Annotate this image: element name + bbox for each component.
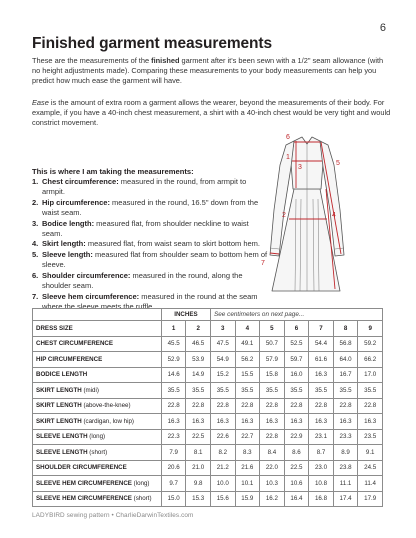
table-cell: 8.7 — [309, 445, 334, 461]
table-cell: 52.9 — [161, 352, 186, 368]
table-row — [33, 352, 383, 368]
table-cell: 23.8 — [333, 460, 358, 476]
units-label: INCHES — [161, 309, 210, 321]
table-cell: 16.3 — [309, 367, 334, 383]
measurement-term: Bodice length: — [42, 218, 95, 228]
measurement-term: Sleeve hem circumference: — [42, 291, 140, 301]
table-cell: 16.0 — [284, 367, 309, 383]
table-cell: 57.9 — [260, 352, 285, 368]
table-cell: 16.3 — [333, 414, 358, 430]
row-label-main: SKIRT LENGTH — [36, 402, 82, 410]
table-cell: 22.8 — [333, 398, 358, 414]
table-cell: 22.8 — [235, 398, 260, 414]
table-cell: 9.8 — [186, 476, 211, 492]
page-footer: LADYBIRD sewing pattern • CharlieDarwinTextiles.com — [32, 512, 194, 519]
table-cell: 10.3 — [260, 476, 285, 492]
table-cell: 8.9 — [333, 445, 358, 461]
table-cell: 45.5 — [161, 336, 186, 352]
measurement-number: 2. — [32, 197, 39, 207]
table-cell: 22.3 — [161, 429, 186, 445]
table-cell: 22.9 — [284, 429, 309, 445]
measurement-list — [32, 177, 270, 312]
table-cell: 10.0 — [210, 476, 235, 492]
table-cell: 15.6 — [210, 491, 235, 507]
row-label — [33, 460, 162, 476]
marker-6-label: 6 — [286, 134, 290, 141]
table-cell: 17.0 — [358, 367, 383, 383]
table-cell: 35.5 — [284, 383, 309, 399]
row-label — [33, 445, 162, 461]
table-cell: 20.6 — [161, 460, 186, 476]
size-header-cell: 3 — [210, 321, 235, 337]
row-label — [33, 476, 162, 492]
row-label — [33, 429, 162, 445]
table-cell: 22.0 — [260, 460, 285, 476]
table-cell: 16.8 — [309, 491, 334, 507]
table-cell: 22.8 — [309, 398, 334, 414]
table-cell: 47.5 — [210, 336, 235, 352]
size-header-cell: 2 — [186, 321, 211, 337]
table-cell: 15.3 — [186, 491, 211, 507]
row-label — [33, 367, 162, 383]
table-cell: 8.6 — [284, 445, 309, 461]
table-row — [33, 383, 383, 399]
table-row — [33, 367, 383, 383]
table-cell: 35.5 — [309, 383, 334, 399]
measurement-item — [32, 271, 270, 291]
table-cell: 15.8 — [260, 367, 285, 383]
ease-term: Ease — [32, 98, 49, 107]
row-label-suffix: (above-the-knee) — [81, 402, 131, 410]
row-label — [33, 414, 162, 430]
table-cell: 35.5 — [358, 383, 383, 399]
table-cell: 16.3 — [210, 414, 235, 430]
size-header-cell: 4 — [235, 321, 260, 337]
measurement-list-heading: This is where I am taking the measurements: — [32, 167, 194, 176]
measurement-number: 4. — [32, 239, 39, 249]
table-row — [33, 460, 383, 476]
row-label-main: SHOULDER CIRCUMFERENCE — [36, 464, 127, 472]
table-cell: 35.5 — [210, 383, 235, 399]
ease-text: is the amount of extra room a garment allows the wearer, beyond the measurements of their body. For example, if you have a 40-inch chest measurement, a shirt with a 40-inch chest would be very tight and would constrict movement. — [32, 98, 391, 128]
row-label — [33, 491, 162, 507]
row-label — [33, 336, 162, 352]
table-row — [33, 476, 383, 492]
marker-2-label: 2 — [282, 212, 286, 219]
table-cell: 8.2 — [210, 445, 235, 461]
row-label-main: SLEEVE LENGTH — [36, 433, 88, 441]
table-cell: 53.9 — [186, 352, 211, 368]
measurement-description: measured flat, from shoulder neckline to waist seam. — [42, 218, 249, 238]
table-cell: 8.1 — [186, 445, 211, 461]
table-cell: 21.6 — [235, 460, 260, 476]
table-cell: 11.4 — [358, 476, 383, 492]
table-cell: 15.9 — [235, 491, 260, 507]
centimeters-note: See centimeters on next page... — [210, 309, 382, 321]
measurement-description: measured in the round, from armpit to armpit. — [42, 177, 247, 197]
table-cell: 14.9 — [186, 367, 211, 383]
table-cell: 15.5 — [235, 367, 260, 383]
row-label-main: SKIRT LENGTH — [36, 417, 82, 425]
table-cell: 9.7 — [161, 476, 186, 492]
measurement-description: measured in the round at the seam where the sleeve meets the ruffle. — [42, 291, 258, 311]
size-header-label: DRESS SIZE — [33, 321, 162, 337]
table-cell: 10.6 — [284, 476, 309, 492]
table-cell: 8.3 — [235, 445, 260, 461]
table-cell: 16.3 — [284, 414, 309, 430]
row-label-main: SLEEVE LENGTH — [36, 448, 88, 456]
table-cell: 15.0 — [161, 491, 186, 507]
row-label-suffix: (midi) — [81, 386, 99, 394]
row-label — [33, 383, 162, 399]
row-label-suffix: (short) — [87, 448, 108, 456]
table-cell: 16.2 — [260, 491, 285, 507]
measurement-description: measured in the round, 16.5" down from the waist seam. — [42, 197, 259, 217]
row-label — [33, 398, 162, 414]
marker-5-label: 5 — [336, 160, 340, 167]
intro-paragraph — [32, 56, 392, 87]
measurement-number: 5. — [32, 250, 39, 260]
table-cell: 52.5 — [284, 336, 309, 352]
table-cell: 56.2 — [235, 352, 260, 368]
table-cell: 22.8 — [186, 398, 211, 414]
table-cell: 56.8 — [333, 336, 358, 352]
table-cell: 23.5 — [358, 429, 383, 445]
table-row — [33, 491, 383, 507]
marker-7-label: 7 — [261, 260, 265, 267]
row-label-suffix: (long) — [87, 433, 106, 441]
table-cell: 15.2 — [210, 367, 235, 383]
table-cell: 35.5 — [260, 383, 285, 399]
marker-4-label: 4 — [332, 212, 336, 219]
table-row — [33, 429, 383, 445]
table-cell: 22.8 — [161, 398, 186, 414]
table-cell: 17.9 — [358, 491, 383, 507]
page-title: Finished garment measurements — [32, 35, 273, 52]
measurement-description: measured flat, from waist seam to skirt bottom hem. — [85, 239, 260, 249]
row-label — [33, 352, 162, 368]
measurement-description: measured in the round, along the shoulder seam. — [42, 270, 243, 290]
table-cell: 8.4 — [260, 445, 285, 461]
size-header-cell: 1 — [161, 321, 186, 337]
intro-text-end: garment after it's been sewn with a 1/2" seam allowance (with no height adjustments made). Comparing these measurements to your body measurements can help you predict how much ease the garment will have. — [32, 56, 384, 86]
table-cell: 22.7 — [235, 429, 260, 445]
measurement-item — [32, 219, 270, 239]
table-cell: 35.5 — [186, 383, 211, 399]
row-label-main: CHEST CIRCUMFERENCE — [36, 340, 114, 348]
page-number: 6 — [379, 22, 386, 34]
table-cell: 22.8 — [260, 429, 285, 445]
row-label-main: SLEEVE HEM CIRCUMFERENCE — [36, 479, 132, 487]
table-cell: 16.3 — [161, 414, 186, 430]
table-cell: 54.9 — [210, 352, 235, 368]
size-header-cell: 7 — [309, 321, 334, 337]
table-cell: 35.5 — [161, 383, 186, 399]
row-label-main: BODICE LENGTH — [36, 371, 88, 379]
table-cell: 50.7 — [260, 336, 285, 352]
measurement-term: Shoulder circumference: — [42, 270, 131, 280]
table-cell: 66.2 — [358, 352, 383, 368]
size-header-row — [33, 321, 383, 337]
table-cell: 21.2 — [210, 460, 235, 476]
size-header-cell: 6 — [284, 321, 309, 337]
table-cell: 59.2 — [358, 336, 383, 352]
measurement-number: 6. — [32, 270, 39, 280]
table-cell: 11.1 — [333, 476, 358, 492]
row-label-main: SKIRT LENGTH — [36, 386, 82, 394]
table-cell: 22.8 — [358, 398, 383, 414]
table-cell: 16.3 — [186, 414, 211, 430]
intro-text-start: These are the measurements of the — [32, 56, 152, 65]
table-cell: 61.6 — [309, 352, 334, 368]
measurement-term: Hip circumference: — [42, 197, 110, 207]
table-cell: 16.3 — [235, 414, 260, 430]
measurement-description: measured flat from shoulder seam to bottom hem of sleeve. — [42, 250, 268, 270]
size-header-cell: 5 — [260, 321, 285, 337]
marker-3-label: 3 — [298, 164, 302, 171]
table-row — [33, 414, 383, 430]
table-cell: 14.6 — [161, 367, 186, 383]
table-cell: 22.8 — [210, 398, 235, 414]
table-cell: 9.1 — [358, 445, 383, 461]
table-row — [33, 336, 383, 352]
measurement-number: 1. — [32, 177, 39, 186]
measurement-term: Skirt length: — [42, 239, 86, 249]
table-cell: 21.0 — [186, 460, 211, 476]
table-cell: 16.3 — [309, 414, 334, 430]
table-cell: 64.0 — [333, 352, 358, 368]
intro-bold-word: finished — [151, 56, 180, 65]
finished-measurements-table — [32, 308, 383, 507]
table-cell: 17.4 — [333, 491, 358, 507]
table-cell: 49.1 — [235, 336, 260, 352]
measurement-term: Sleeve length: — [42, 250, 93, 260]
table-cell: 22.5 — [186, 429, 211, 445]
row-label-suffix: (long) — [131, 479, 150, 487]
table-cell: 23.1 — [309, 429, 334, 445]
table-cell: 35.5 — [235, 383, 260, 399]
table-cell: 22.5 — [284, 460, 309, 476]
table-cell: 10.8 — [309, 476, 334, 492]
table-cell: 10.1 — [235, 476, 260, 492]
measurement-item — [32, 250, 270, 270]
table-cell: 22.8 — [284, 398, 309, 414]
units-spacer — [33, 309, 162, 321]
table-cell: 16.3 — [358, 414, 383, 430]
measurement-number: 3. — [32, 218, 39, 228]
table-row — [33, 445, 383, 461]
measurement-item — [32, 198, 270, 218]
table-cell: 7.9 — [161, 445, 186, 461]
row-label-main: HIP CIRCUMFERENCE — [36, 355, 103, 363]
measurement-number: 7. — [32, 291, 39, 301]
table-cell: 35.5 — [333, 383, 358, 399]
table-cell: 16.3 — [260, 414, 285, 430]
table-cell: 46.5 — [186, 336, 211, 352]
table-cell: 23.0 — [309, 460, 334, 476]
row-label-suffix: (cardigan, low hip) — [81, 417, 134, 425]
table-cell: 22.6 — [210, 429, 235, 445]
dress-diagram — [250, 125, 365, 293]
measurement-item — [32, 239, 270, 249]
table-row — [33, 398, 383, 414]
measurement-item — [32, 177, 270, 197]
table-cell: 59.7 — [284, 352, 309, 368]
table-cell: 24.5 — [358, 460, 383, 476]
measurement-term: Chest circumference: — [42, 177, 119, 186]
row-label-suffix: (short) — [131, 495, 152, 503]
size-header-cell: 8 — [333, 321, 358, 337]
table-cell: 16.7 — [333, 367, 358, 383]
size-header-cell: 9 — [358, 321, 383, 337]
row-label-main: SLEEVE HEM CIRCUMFERENCE — [36, 495, 132, 503]
table-cell: 16.4 — [284, 491, 309, 507]
table-cell: 22.8 — [260, 398, 285, 414]
marker-1-label: 1 — [286, 154, 290, 161]
table-cell: 54.4 — [309, 336, 334, 352]
table-units-row — [33, 309, 383, 321]
table-cell: 23.3 — [333, 429, 358, 445]
